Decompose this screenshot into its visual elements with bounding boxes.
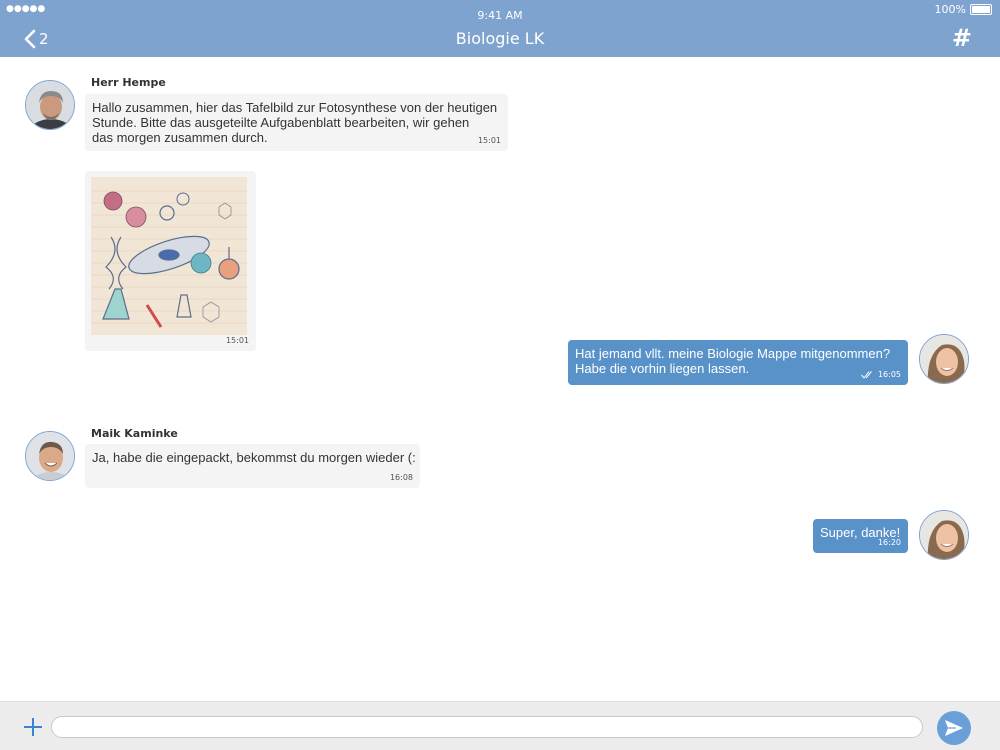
avatar-self[interactable] [919,510,969,560]
nav-header [0,0,1000,57]
message-bubble-outgoing[interactable] [813,519,908,553]
add-attachment-button[interactable] [22,716,44,738]
message-composer [0,701,1000,750]
message-bubble-outgoing[interactable] [568,340,908,385]
biology-sketch-image[interactable] [91,177,247,335]
avatar-herr-hempe[interactable] [25,80,75,130]
message-meta: 16:05 [861,367,901,382]
send-button[interactable] [937,711,971,745]
avatar-man-smiling [26,432,75,481]
double-check-icon [861,371,874,379]
avatar-maik-kaminke[interactable] [25,431,75,481]
message-input[interactable] [51,716,923,738]
message-time: 15:01 [225,336,249,345]
chat-title: Biologie LK [455,29,545,48]
image-message[interactable] [85,171,256,351]
message-text: Hat jemand vllt. meine Biologie Mappe mitgenommen? Habe die vorhin liegen lassen. [575,346,891,376]
signal-strength: ●●●●● [6,4,46,14]
avatar-woman-smiling [920,335,969,384]
hashtag-button[interactable]: # [951,24,972,52]
message-time: 16:20 [877,538,901,547]
chevron-left-icon [24,29,36,49]
message-bubble-incoming[interactable] [85,94,508,151]
message-text: Super, danke! [820,525,901,540]
sender-name: Herr Hempe [91,76,166,89]
avatar-self[interactable] [919,334,969,384]
battery-status [935,3,992,16]
battery-icon [970,4,992,15]
unread-count: 2 [39,30,49,48]
message-text: Hallo zusammen, hier das Tafelbild zur Fotosynthese von der heutigen Stunde. Bitte das ausgeteilte Aufgabenblatt bearbeiten, wir gehen das morgen zusammen durch. [92,100,498,145]
message-time: 15:01 [477,136,501,145]
status-time: 9:41 AM [477,9,523,22]
send-icon [944,719,964,737]
battery-percent: 100% [934,3,966,16]
avatar-woman-smiling [920,511,969,560]
avatar-man-gray-hair [26,81,75,130]
sender-name: Maik Kaminke [91,427,178,440]
back-button[interactable] [24,28,49,50]
message-bubble-incoming[interactable] [85,444,420,488]
message-text: Ja, habe die eingepackt, bekommst du morgen wieder (: [92,450,416,465]
message-time: 16:08 [389,473,413,482]
